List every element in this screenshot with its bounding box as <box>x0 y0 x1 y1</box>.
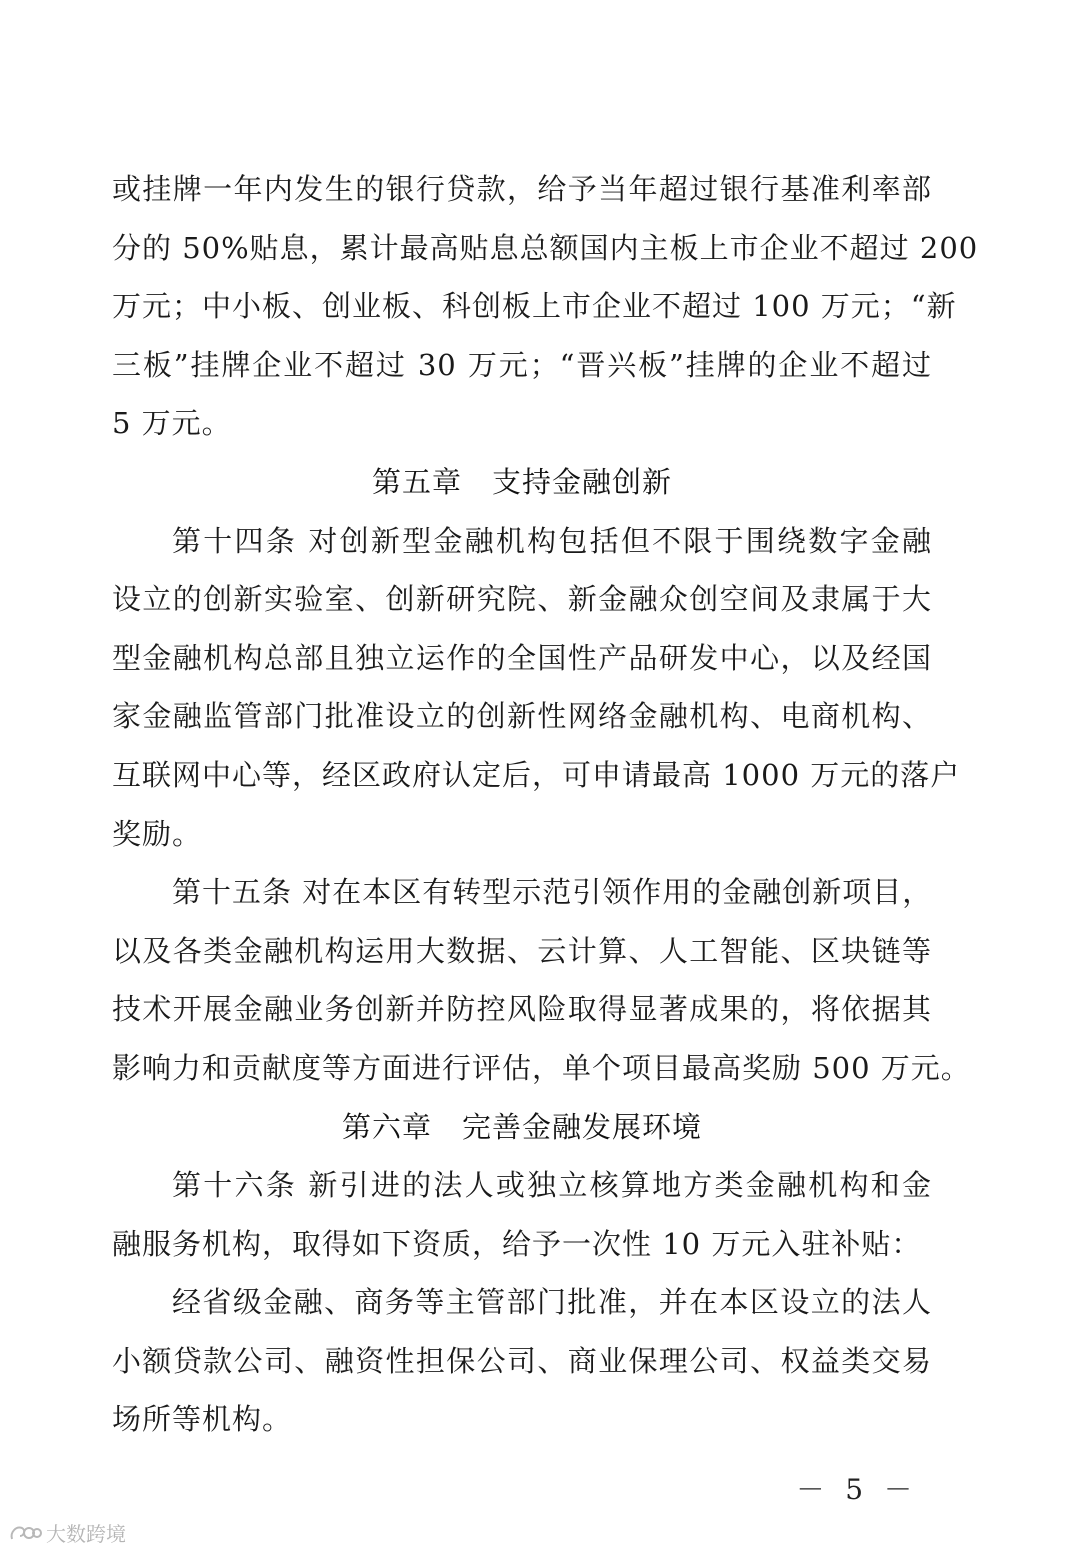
text-line: 技术开展金融业务创新并防控风险取得显著成果的，将依据其 <box>112 992 932 1027</box>
text-line: 小额贷款公司、融资性担保公司、商业保理公司、权益类交易 <box>112 1343 932 1378</box>
article-16 <box>112 1156 932 1273</box>
text-line: 经省级金融、商务等主管部门批准，并在本区设立的法人 <box>172 1285 932 1320</box>
text-line: 场所等机构。 <box>112 1402 293 1437</box>
text-line: 以及各类金融机构运用大数据、云计算、人工智能、区块链等 <box>112 933 932 968</box>
text-line: 型金融机构总部且独立运作的全国性产品研发中心，以及经国 <box>112 640 932 675</box>
text-line: 5 万元。 <box>112 406 232 441</box>
text-line: 家金融监管部门批准设立的创新性网络金融机构、电商机构、 <box>112 699 932 734</box>
article-14 <box>112 512 961 864</box>
watermark-logo-icon <box>8 1522 42 1544</box>
text-line: 第十四条 对创新型金融机构包括但不限于围绕数字金融 <box>172 523 932 558</box>
text-line: 第十五条 对在本区有转型示范引领作用的金融创新项目， <box>172 875 933 910</box>
text-line: 或挂牌一年内发生的银行贷款，给予当年超过银行基准利率部 <box>112 172 932 206</box>
watermark <box>8 1518 126 1547</box>
text-line: 影响力和贡献度等方面进行评估，单个项目最高奖励 500 万元。 <box>112 1050 971 1085</box>
text-line: 分的 50%贴息，累计最高贴息总额国内主板上市企业不超过 200 <box>112 230 979 265</box>
text-line: 融服务机构，取得如下资质，给予一次性 10 万元入驻补贴： <box>112 1226 922 1261</box>
chapter-5-heading: 第五章 支持金融创新 <box>371 464 672 499</box>
chapter-6-heading: 第六章 完善金融发展环境 <box>341 1109 702 1144</box>
text-line: 三板”挂牌企业不超过 30 万元；“晋兴板”挂牌的企业不超过 <box>112 347 932 382</box>
text-line: 互联网中心等，经区政府认定后，可申请最高 1000 万元的落户 <box>112 757 961 792</box>
document-body <box>112 160 979 1449</box>
text-line: 奖励。 <box>112 816 203 851</box>
text-line: 设立的创新实验室、创新研究院、新金融众创空间及隶属于大 <box>112 582 932 617</box>
paragraph-continuation <box>112 160 979 453</box>
article-16-clause <box>112 1273 932 1449</box>
text-line: 第十六条 新引进的法人或独立核算地方类金融机构和金 <box>172 1168 932 1203</box>
article-15 <box>112 863 971 1097</box>
watermark-text: 大数跨境 <box>46 1522 126 1546</box>
text-line: 万元；中小板、创业板、科创板上市企业不超过 100 万元；“新 <box>112 289 957 324</box>
page-number: － 5 － <box>796 1473 918 1506</box>
